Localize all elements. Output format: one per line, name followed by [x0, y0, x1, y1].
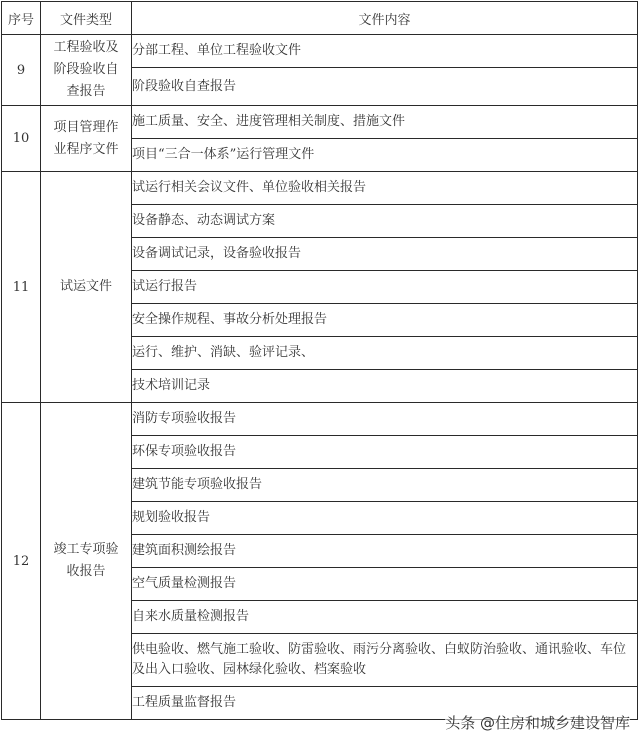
file-content: 试运行报告 — [132, 271, 638, 304]
file-type: 项目管理作业程序文件 — [41, 106, 132, 172]
table-row — [2, 106, 638, 139]
file-content: 空气质量检测报告 — [132, 568, 638, 601]
header-content: 文件内容 — [132, 2, 638, 35]
file-content: 试运行相关会议文件、单位验收相关报告 — [132, 172, 638, 205]
document-table — [1, 1, 638, 720]
table-row — [2, 172, 638, 205]
header-row — [2, 2, 638, 35]
header-type: 文件类型 — [41, 2, 132, 35]
row-number: 10 — [2, 106, 41, 172]
table-row — [2, 403, 638, 436]
file-content: 分部工程、单位工程验收文件 — [132, 35, 638, 68]
file-type: 试运文件 — [41, 172, 132, 403]
file-content: 消防专项验收报告 — [132, 403, 638, 436]
file-type: 工程验收及阶段验收自查报告 — [41, 35, 132, 106]
file-content: 建筑面积测绘报告 — [132, 535, 638, 568]
watermark: 头条 @住房和城乡建设智库 — [445, 714, 630, 732]
file-content: 供电验收、燃气施工验收、防雷验收、雨污分离验收、白蚁防治验收、通讯验收、车位及出入口验收、园林绿化验收、档案验收 — [132, 634, 638, 687]
file-content: 自来水质量检测报告 — [132, 601, 638, 634]
file-content: 工程质量监督报告 — [132, 687, 638, 720]
file-content: 运行、维护、消缺、验评记录、 — [132, 337, 638, 370]
row-number: 12 — [2, 403, 41, 720]
file-type: 竣工专项验收报告 — [41, 403, 132, 720]
file-content: 安全操作规程、事故分析处理报告 — [132, 304, 638, 337]
file-content: 环保专项验收报告 — [132, 436, 638, 469]
file-content: 设备静态、动态调试方案 — [132, 205, 638, 238]
table-row — [2, 35, 638, 68]
file-content: 规划验收报告 — [132, 502, 638, 535]
file-content: 技术培训记录 — [132, 370, 638, 403]
file-content: 施工质量、安全、进度管理相关制度、措施文件 — [132, 106, 638, 139]
file-content: 设备调试记录，设备验收报告 — [132, 238, 638, 271]
row-number: 11 — [2, 172, 41, 403]
row-number: 9 — [2, 35, 41, 106]
file-content: 项目“三合一体系”运行管理文件 — [132, 139, 638, 172]
header-no: 序号 — [2, 2, 41, 35]
file-content: 建筑节能专项验收报告 — [132, 469, 638, 502]
file-content: 阶段验收自查报告 — [132, 68, 638, 106]
